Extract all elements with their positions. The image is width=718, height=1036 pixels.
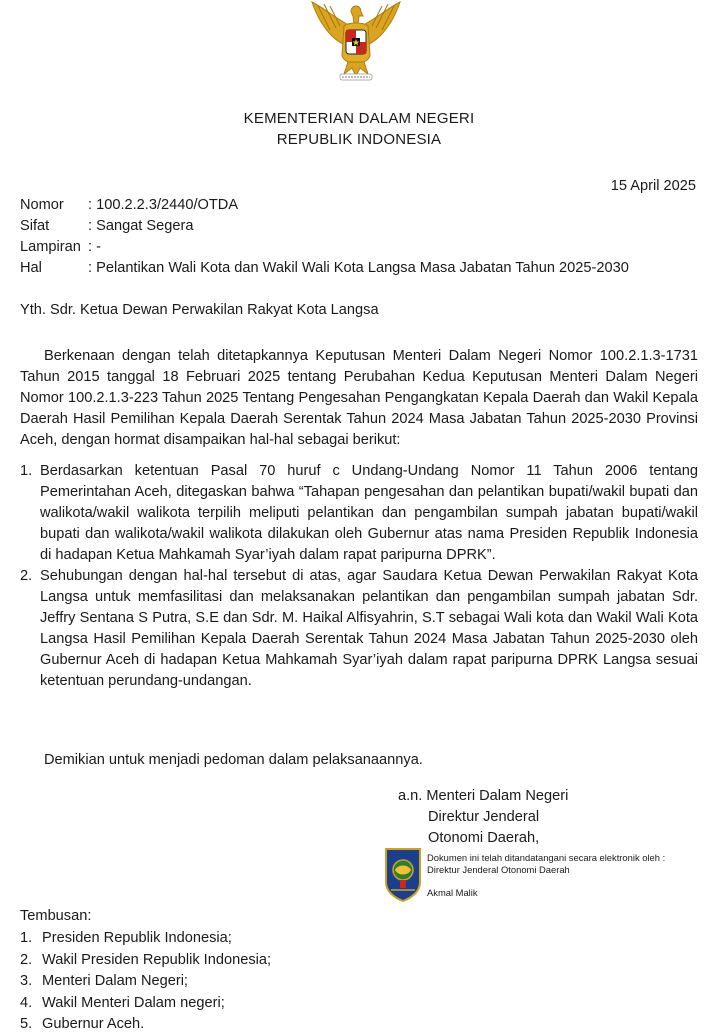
list-item-number: 5. bbox=[20, 1016, 33, 1032]
list-item-text: Berdasarkan ketentuan Pasal 70 huruf c Undang-Undang Nomor 11 Tahun 2006 tentang Pemerintahan Aceh, ditegaskan bahwa “Tahapan pengesahan dan pelantikan bupati/wakil bupati dan walikota/wakil walikota terpilih meliputi pelantikan dan pengambilan sumpah jabatan bupati/wakil bupati dan walikota/wakil walikota dilakukan oleh Gubernur atas nama Presiden Republik Indonesia di hadapan Ketua Mahkamah Syar’iyah dalam rapat paripurna DPRK”. bbox=[40, 463, 698, 563]
meta-hal-label: Hal bbox=[20, 260, 42, 276]
esignature-note bbox=[427, 852, 707, 899]
meta-nomor-label: Nomor bbox=[20, 197, 64, 213]
meta-sifat bbox=[20, 216, 700, 237]
signature-line-2: Direktur Jenderal bbox=[428, 809, 540, 825]
tembusan-section bbox=[20, 906, 271, 1036]
intro-text: Berkenaan dengan telah ditetapkannya Keputusan Menteri Dalam Negeri Nomor 100.2.1.3-1731 Tahun 2015 tanggal 18 Februari 2025 tentang Perubahan Kedua Keputusan Menteri Dalam Negeri Nomor 100.2.1.3-223 Tahun 2025 Tentang Pengesahan Pengangkatan Kepala Daerah dan Wakil Kepala Daerah Hasil Pemilihan Kepala Daerah Serentak Tahun 2024 Masa Jabatan Tahun 2025-2030 Provinsi Aceh, dengan hormat disampaikan hal-hal sebagai berikut: bbox=[20, 348, 698, 448]
signatory-name: Akmal Malik bbox=[427, 887, 478, 898]
intro-paragraph bbox=[20, 346, 698, 451]
esign-line-2: Direktur Jenderal Otonomi Daerah bbox=[427, 863, 570, 875]
list-item bbox=[20, 1014, 271, 1036]
list-item-text: Menteri Dalam Negeri; bbox=[42, 973, 188, 989]
header-country: REPUBLIK INDONESIA bbox=[276, 131, 442, 148]
points-list bbox=[20, 461, 698, 692]
list-item-number: 1. bbox=[20, 463, 33, 479]
meta-sifat-label: Sifat bbox=[20, 218, 50, 234]
list-item-text: Gubernur Aceh. bbox=[42, 1016, 145, 1032]
letter-date: 15 April 2025 bbox=[610, 178, 696, 194]
header-ministry: KEMENTERIAN DALAM NEGERI bbox=[243, 110, 475, 127]
list-item-text: Presiden Republik Indonesia; bbox=[42, 930, 232, 946]
list-item bbox=[20, 971, 271, 993]
list-item bbox=[20, 993, 271, 1015]
list-item bbox=[20, 566, 698, 692]
meta-nomor bbox=[20, 195, 700, 216]
tembusan-title: Tembusan: bbox=[20, 908, 92, 924]
list-item-number: 3. bbox=[20, 973, 33, 989]
list-item-number: 2. bbox=[20, 951, 33, 968]
list-item bbox=[20, 461, 698, 566]
kemendagri-logo-icon bbox=[383, 846, 423, 902]
garuda-emblem-icon bbox=[308, 0, 404, 86]
meta-lampiran-value: : - bbox=[88, 239, 101, 255]
list-item-text: Wakil Menteri Dalam negeri; bbox=[42, 994, 225, 1011]
list-item bbox=[20, 950, 271, 972]
list-item-number: 4. bbox=[20, 994, 33, 1011]
list-item-number: 2. bbox=[20, 568, 33, 584]
signature-block bbox=[398, 786, 568, 849]
meta-hal bbox=[20, 258, 700, 279]
meta-nomor-value: : 100.2.2.3/2440/OTDA bbox=[88, 197, 239, 213]
list-item bbox=[20, 928, 271, 950]
signature-line-1: a.n. Menteri Dalam Negeri bbox=[398, 788, 569, 804]
list-item-text: Sehubungan dengan hal-hal tersebut di atas, agar Saudara Ketua Dewan Perwakilan Rakyat Kota Langsa untuk memfasilitasi dan melaksanakan pelantikan dan pengambilan sumpah jabatan Sdr. Jeffry Sentana S Putra, S.E dan Sdr. M. Haikal Alfisyahrin, S.T sebagai Wali kota dan Wakil Wali Kota Langsa Hasil Pemilihan Kepala Daerah Serentak Tahun 2024 Masa Jabatan Tahun 2025-2030 oleh Gubernur Aceh di hadapan Ketua Mahkamah Syar’iyah dalam rapat paripurna DPRK Langsa sesuai ketentuan perundang-undangan. bbox=[40, 568, 698, 689]
signature-line-3: Otonomi Daerah, bbox=[428, 830, 540, 846]
meta-lampiran bbox=[20, 237, 700, 258]
meta-lampiran-label: Lampiran bbox=[20, 239, 81, 255]
closing-line: Demikian untuk menjadi pedoman dalam pelaksanaannya. bbox=[44, 752, 423, 768]
recipient-line: Yth. Sdr. Ketua Dewan Perwakilan Rakyat Kota Langsa bbox=[20, 302, 379, 318]
list-item-number: 1. bbox=[20, 930, 33, 946]
esign-line-1: Dokumen ini telah ditandatangani secara elektronik oleh : bbox=[427, 852, 666, 863]
list-item-text: Wakil Presiden Republik Indonesia; bbox=[42, 951, 272, 968]
meta-sifat-value: : Sangat Segera bbox=[88, 218, 194, 234]
meta-hal-value: : Pelantikan Wali Kota dan Wakil Wali Kota Langsa Masa Jabatan Tahun 2025-2030 bbox=[88, 260, 629, 276]
letter-meta bbox=[20, 195, 700, 279]
